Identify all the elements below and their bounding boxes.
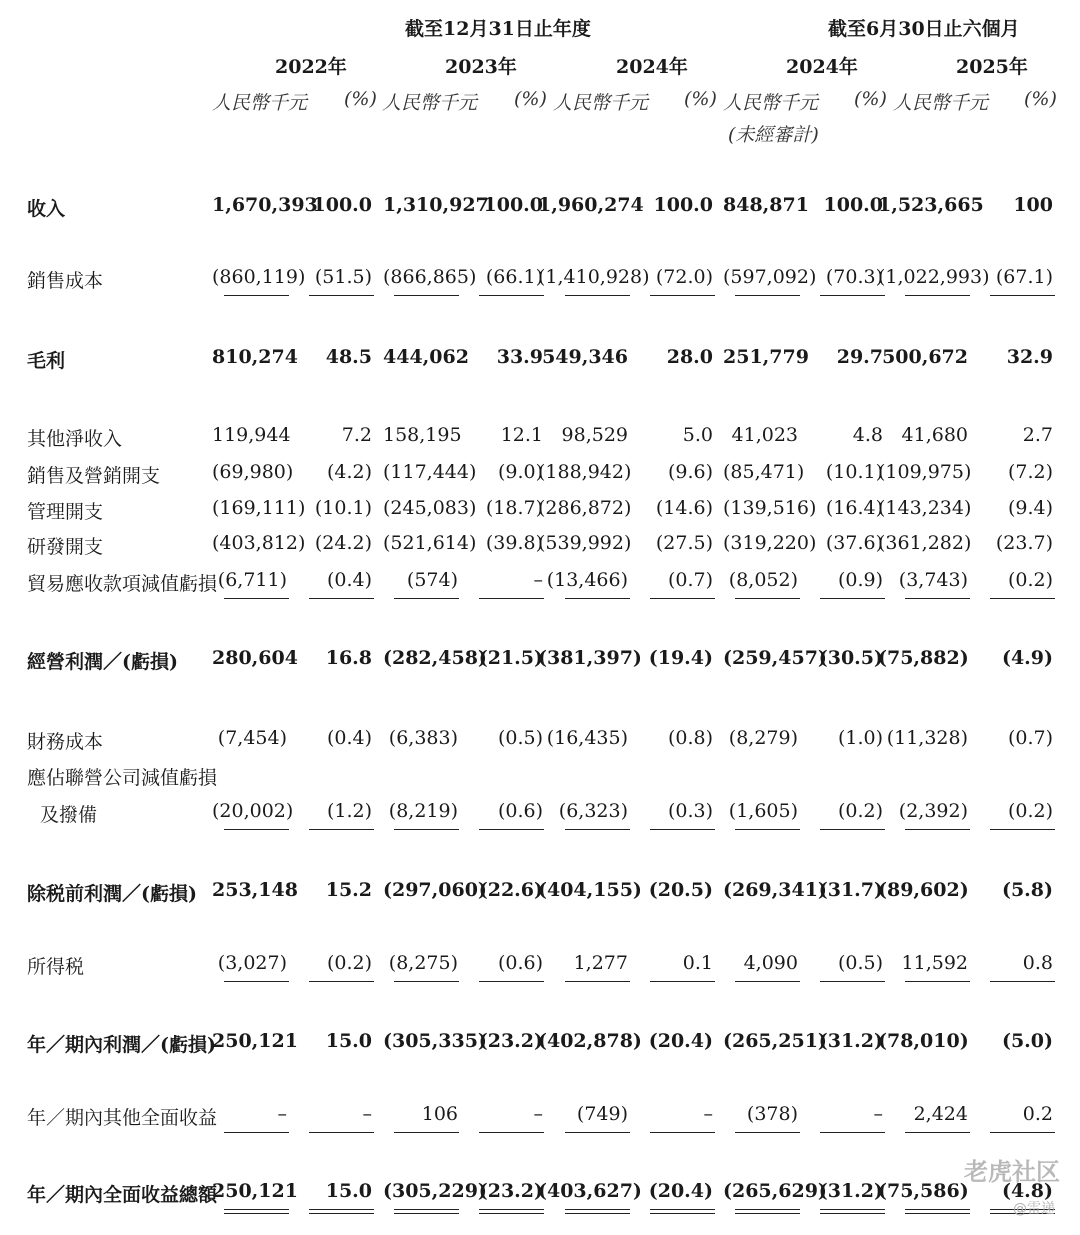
percent-cell: (4.9) xyxy=(1001,647,1053,669)
underline-rule xyxy=(905,981,970,982)
amount-cell: (3,743) xyxy=(898,569,968,591)
amount-cell: 41,023 xyxy=(731,424,798,446)
percent-cell: 5.0 xyxy=(682,424,713,446)
row-label: 年／期內其他全面收益 xyxy=(27,1107,218,1129)
underline-rule xyxy=(820,1132,885,1133)
row-label: 銷售成本 xyxy=(27,270,104,292)
percent-cell: (27.5) xyxy=(655,532,713,554)
row-label: 毛利 xyxy=(27,350,66,372)
amount-cell: (403,627) xyxy=(538,1180,642,1202)
table-row xyxy=(0,266,1080,296)
percent-cell: 0.2 xyxy=(1022,1103,1053,1125)
percent-cell: 100.0 xyxy=(653,194,713,216)
header-group-six-months: 截至6月30日止六個月 xyxy=(828,18,1020,40)
watermark-handle: @雷递 xyxy=(1013,1201,1055,1217)
percent-cell: – xyxy=(533,1103,543,1125)
amount-cell: (8,275) xyxy=(388,952,458,974)
underline-rule xyxy=(565,598,630,599)
percent-cell: 0.1 xyxy=(682,952,713,974)
percent-cell: (66.1) xyxy=(485,266,543,288)
underline-rule xyxy=(565,981,630,982)
underline-rule xyxy=(224,829,289,830)
percent-cell: (0.8) xyxy=(667,727,713,749)
amount-cell: (597,092) xyxy=(723,266,817,288)
percent-cell: 7.2 xyxy=(341,424,372,446)
amount-cell: (521,614) xyxy=(383,532,477,554)
underline-rule xyxy=(990,981,1055,982)
row-label: 其他淨收入 xyxy=(27,428,123,450)
percent-cell: – xyxy=(703,1103,713,1125)
underline-rule xyxy=(650,295,715,296)
percent-cell: – xyxy=(873,1103,883,1125)
underline-rule xyxy=(990,598,1055,599)
row-label: 應佔聯營公司減值虧損 xyxy=(27,767,218,789)
amount-cell: (69,980) xyxy=(212,461,294,483)
double-underline-rule xyxy=(309,1209,374,1214)
table-row xyxy=(0,1180,1080,1210)
underline-rule xyxy=(735,598,800,599)
underline-rule xyxy=(735,829,800,830)
amount-cell: – xyxy=(277,1103,287,1125)
amount-cell: 251,779 xyxy=(723,346,809,368)
percent-cell: (21.5) xyxy=(478,647,543,669)
percent-cell: 100 xyxy=(1013,194,1053,216)
amount-cell: 250,121 xyxy=(212,1180,298,1202)
amount-cell: 4,090 xyxy=(743,952,798,974)
underline-rule xyxy=(394,598,459,599)
underline-rule xyxy=(479,598,544,599)
table-row xyxy=(0,647,1080,677)
header-year-2022: 2022年 xyxy=(275,56,347,78)
amount-cell: (89,602) xyxy=(878,879,969,901)
percent-cell: (24.2) xyxy=(314,532,372,554)
underline-rule xyxy=(394,1132,459,1133)
row-label: 貿易應收款項減值虧損 xyxy=(27,573,218,595)
double-underline-rule xyxy=(820,1209,885,1214)
percent-cell: (7.2) xyxy=(1007,461,1053,483)
percent-cell: (5.0) xyxy=(1001,1030,1053,1052)
row-label: 除税前利潤／(虧損) xyxy=(27,883,197,905)
unit-amount-2024-h1: 人民幣千元 xyxy=(723,92,819,114)
amount-cell: 11,592 xyxy=(901,952,968,974)
amount-cell: 253,148 xyxy=(212,879,298,901)
percent-cell: – xyxy=(362,1103,372,1125)
amount-cell: (20,002) xyxy=(212,800,294,822)
percent-cell: (9.6) xyxy=(667,461,713,483)
percent-cell: (51.5) xyxy=(314,266,372,288)
amount-cell: (78,010) xyxy=(878,1030,969,1052)
percent-cell: 48.5 xyxy=(325,346,372,368)
amount-cell: (282,458) xyxy=(383,647,487,669)
underline-rule xyxy=(820,598,885,599)
underline-rule xyxy=(224,981,289,982)
amount-cell: 500,672 xyxy=(882,346,968,368)
row-label: 銷售及營銷開支 xyxy=(27,465,161,487)
amount-cell: (381,397) xyxy=(538,647,642,669)
percent-cell: 4.8 xyxy=(852,424,883,446)
amount-cell: (265,629) xyxy=(723,1180,827,1202)
double-underline-rule xyxy=(479,1209,544,1214)
amount-cell: (404,155) xyxy=(538,879,642,901)
amount-cell: (319,220) xyxy=(723,532,817,554)
percent-cell: (0.2) xyxy=(1007,800,1053,822)
amount-cell: (403,812) xyxy=(212,532,306,554)
unit-amount-2023: 人民幣千元 xyxy=(382,92,478,114)
double-underline-rule xyxy=(650,1209,715,1214)
table-row xyxy=(0,461,1080,491)
table-row xyxy=(0,952,1080,982)
double-underline-rule xyxy=(565,1209,630,1214)
percent-cell: (0.9) xyxy=(837,569,883,591)
amount-cell: (75,882) xyxy=(878,647,969,669)
table-row xyxy=(0,346,1080,376)
underline-rule xyxy=(735,295,800,296)
unit-pct-2022: (%) xyxy=(344,88,377,110)
underline-rule xyxy=(990,829,1055,830)
percent-cell: 33.9 xyxy=(496,346,543,368)
amount-cell: 158,195 xyxy=(383,424,462,446)
underline-rule xyxy=(309,981,374,982)
percent-cell: (23.2) xyxy=(478,1180,543,1202)
percent-cell: 15.0 xyxy=(325,1030,372,1052)
percent-cell: (72.0) xyxy=(655,266,713,288)
underline-rule xyxy=(820,295,885,296)
percent-cell: (70.3) xyxy=(825,266,883,288)
amount-cell: (378) xyxy=(746,1103,798,1125)
underline-rule xyxy=(224,295,289,296)
percent-cell: (31.2) xyxy=(818,1180,883,1202)
amount-cell: (539,992) xyxy=(538,532,632,554)
percent-cell: (16.4) xyxy=(825,497,883,519)
amount-cell: (109,975) xyxy=(878,461,972,483)
percent-cell: (1.2) xyxy=(326,800,372,822)
percent-cell: (20.4) xyxy=(648,1180,713,1202)
amount-cell: (402,878) xyxy=(538,1030,642,1052)
percent-cell: (0.3) xyxy=(667,800,713,822)
percent-cell: (30.5) xyxy=(818,647,883,669)
amount-cell: (1,022,993) xyxy=(878,266,990,288)
amount-cell: 106 xyxy=(421,1103,458,1125)
percent-cell: 15.2 xyxy=(325,879,372,901)
percent-cell: (0.6) xyxy=(497,800,543,822)
percent-cell: (10.1) xyxy=(314,497,372,519)
underline-rule xyxy=(820,829,885,830)
percent-cell: (5.8) xyxy=(1001,879,1053,901)
unaudited-note: (未經審計) xyxy=(728,124,819,146)
underline-rule xyxy=(309,598,374,599)
percent-cell: – xyxy=(533,569,543,591)
percent-cell: 16.8 xyxy=(325,647,372,669)
amount-cell: 1,310,927 xyxy=(383,194,489,216)
table-row xyxy=(0,727,1080,757)
amount-cell: 250,121 xyxy=(212,1030,298,1052)
amount-cell: (188,942) xyxy=(538,461,632,483)
amount-cell: (860,119) xyxy=(212,266,306,288)
unit-pct-2024-h1: (%) xyxy=(854,88,887,110)
underline-rule xyxy=(309,1132,374,1133)
percent-cell: (22.6) xyxy=(478,879,543,901)
percent-cell: 15.0 xyxy=(325,1180,372,1202)
amount-cell: 2,424 xyxy=(913,1103,968,1125)
amount-cell: 549,346 xyxy=(542,346,628,368)
amount-cell: (13,466) xyxy=(546,569,628,591)
underline-rule xyxy=(565,295,630,296)
percent-cell: (1.0) xyxy=(837,727,883,749)
underline-rule xyxy=(820,981,885,982)
percent-cell: (0.5) xyxy=(837,952,883,974)
underline-rule xyxy=(650,829,715,830)
amount-cell: 41,680 xyxy=(901,424,968,446)
amount-cell: 1,277 xyxy=(573,952,628,974)
double-underline-rule xyxy=(735,1209,800,1214)
amount-cell: (139,516) xyxy=(723,497,817,519)
amount-cell: (749) xyxy=(576,1103,628,1125)
amount-cell: 119,944 xyxy=(212,424,291,446)
amount-cell: (75,586) xyxy=(878,1180,969,1202)
percent-cell: (0.2) xyxy=(837,800,883,822)
table-row xyxy=(0,763,1080,793)
amount-cell: (866,865) xyxy=(383,266,477,288)
underline-rule xyxy=(905,1132,970,1133)
underline-rule xyxy=(650,1132,715,1133)
underline-rule xyxy=(735,1132,800,1133)
underline-rule xyxy=(990,295,1055,296)
amount-cell: 1,960,274 xyxy=(538,194,644,216)
percent-cell: (9.0) xyxy=(497,461,543,483)
percent-cell: (0.2) xyxy=(326,952,372,974)
underline-rule xyxy=(479,829,544,830)
amount-cell: (85,471) xyxy=(723,461,805,483)
header-year-2024-h1: 2024年 xyxy=(786,56,858,78)
header-year-2023: 2023年 xyxy=(445,56,517,78)
amount-cell: (259,457) xyxy=(723,647,827,669)
underline-rule xyxy=(479,295,544,296)
amount-cell: (305,229) xyxy=(383,1180,487,1202)
underline-rule xyxy=(565,829,630,830)
percent-cell: (19.4) xyxy=(648,647,713,669)
percent-cell: (0.5) xyxy=(497,727,543,749)
amount-cell: (1,605) xyxy=(728,800,798,822)
percent-cell: (23.2) xyxy=(478,1030,543,1052)
double-underline-rule xyxy=(224,1209,289,1214)
underline-rule xyxy=(565,1132,630,1133)
row-label: 年／期內全面收益總額 xyxy=(27,1184,218,1206)
percent-cell: (20.4) xyxy=(648,1030,713,1052)
percent-cell: (23.7) xyxy=(995,532,1053,554)
percent-cell: (37.6) xyxy=(825,532,883,554)
percent-cell: (0.7) xyxy=(667,569,713,591)
header-year-2025-h1: 2025年 xyxy=(956,56,1028,78)
unit-pct-2025-h1: (%) xyxy=(1024,88,1057,110)
amount-cell: (245,083) xyxy=(383,497,477,519)
row-label: 收入 xyxy=(27,198,66,220)
table-row xyxy=(0,194,1080,224)
row-label: 年／期內利潤／(虧損) xyxy=(27,1034,216,1056)
table-row xyxy=(0,532,1080,562)
unit-amount-2025-h1: 人民幣千元 xyxy=(893,92,989,114)
underline-rule xyxy=(394,981,459,982)
underline-rule xyxy=(309,829,374,830)
percent-cell: 100.0 xyxy=(823,194,883,216)
underline-rule xyxy=(650,981,715,982)
underline-rule xyxy=(905,598,970,599)
unit-amount-2022: 人民幣千元 xyxy=(212,92,308,114)
table-row xyxy=(0,879,1080,909)
percent-cell: 2.7 xyxy=(1022,424,1053,446)
amount-cell: 444,062 xyxy=(383,346,469,368)
amount-cell: (297,060) xyxy=(383,879,487,901)
percent-cell: 100.0 xyxy=(312,194,372,216)
amount-cell: (2,392) xyxy=(898,800,968,822)
amount-cell: (361,282) xyxy=(878,532,972,554)
header-year-2024: 2024年 xyxy=(616,56,688,78)
table-row xyxy=(0,497,1080,527)
amount-cell: (574) xyxy=(406,569,458,591)
percent-cell: (20.5) xyxy=(648,879,713,901)
amount-cell: (8,052) xyxy=(728,569,798,591)
amount-cell: 98,529 xyxy=(561,424,628,446)
percent-cell: (0.6) xyxy=(497,952,543,974)
amount-cell: (8,219) xyxy=(388,800,458,822)
row-label: 財務成本 xyxy=(27,731,104,753)
underline-rule xyxy=(309,295,374,296)
underline-rule xyxy=(650,598,715,599)
amount-cell: (1,410,928) xyxy=(538,266,650,288)
percent-cell: 100.0 xyxy=(483,194,543,216)
percent-cell: (39.8) xyxy=(485,532,543,554)
percent-cell: (31.2) xyxy=(818,1030,883,1052)
amount-cell: (269,341) xyxy=(723,879,827,901)
amount-cell: (11,328) xyxy=(886,727,968,749)
row-label: 及撥備 xyxy=(40,804,98,826)
percent-cell: (4.2) xyxy=(326,461,372,483)
percent-cell: 12.1 xyxy=(500,424,543,446)
amount-cell: (8,279) xyxy=(728,727,798,749)
underline-rule xyxy=(224,1132,289,1133)
amount-cell: (3,027) xyxy=(217,952,287,974)
percent-cell: (18.7) xyxy=(485,497,543,519)
percent-cell: (31.7) xyxy=(818,879,883,901)
table-row xyxy=(0,1030,1080,1060)
percent-cell: (0.4) xyxy=(326,569,372,591)
percent-cell: (0.7) xyxy=(1007,727,1053,749)
amount-cell: 1,670,393 xyxy=(212,194,318,216)
unit-amount-2024: 人民幣千元 xyxy=(553,92,649,114)
double-underline-rule xyxy=(394,1209,459,1214)
underline-rule xyxy=(990,1132,1055,1133)
unit-pct-2024: (%) xyxy=(684,88,717,110)
amount-cell: (16,435) xyxy=(546,727,628,749)
table-row xyxy=(0,424,1080,454)
underline-rule xyxy=(905,829,970,830)
double-underline-rule xyxy=(905,1209,970,1214)
amount-cell: (286,872) xyxy=(538,497,632,519)
amount-cell: 810,274 xyxy=(212,346,298,368)
row-label: 研發開支 xyxy=(27,536,104,558)
underline-rule xyxy=(479,981,544,982)
amount-cell: 280,604 xyxy=(212,647,298,669)
amount-cell: (143,234) xyxy=(878,497,972,519)
underline-rule xyxy=(394,829,459,830)
underline-rule xyxy=(479,1132,544,1133)
amount-cell: (265,251) xyxy=(723,1030,827,1052)
table-row xyxy=(0,569,1080,599)
header-group-fiscal-year: 截至12月31日止年度 xyxy=(405,18,591,40)
percent-cell: (0.2) xyxy=(1007,569,1053,591)
percent-cell: (14.6) xyxy=(655,497,713,519)
table-row xyxy=(0,800,1080,830)
table-row xyxy=(0,1103,1080,1133)
percent-cell: (9.4) xyxy=(1007,497,1053,519)
amount-cell: (169,111) xyxy=(212,497,306,519)
percent-cell: 29.7 xyxy=(836,346,883,368)
amount-cell: 1,523,665 xyxy=(878,194,984,216)
underline-rule xyxy=(394,295,459,296)
percent-cell: 32.9 xyxy=(1006,346,1053,368)
watermark-brand: 老虎社区 xyxy=(964,1158,1060,1186)
amount-cell: (6,383) xyxy=(388,727,458,749)
amount-cell: (117,444) xyxy=(383,461,477,483)
percent-cell: (67.1) xyxy=(995,266,1053,288)
row-label: 管理開支 xyxy=(27,501,104,523)
percent-cell: 28.0 xyxy=(666,346,713,368)
amount-cell: 848,871 xyxy=(723,194,809,216)
underline-rule xyxy=(905,295,970,296)
percent-cell: (10.1) xyxy=(825,461,883,483)
unit-pct-2023: (%) xyxy=(514,88,547,110)
amount-cell: (6,711) xyxy=(217,569,287,591)
row-label: 經營利潤／(虧損) xyxy=(27,651,178,673)
row-label: 所得税 xyxy=(27,956,85,978)
percent-cell: (0.4) xyxy=(326,727,372,749)
amount-cell: (6,323) xyxy=(558,800,628,822)
amount-cell: (7,454) xyxy=(217,727,287,749)
percent-cell: 0.8 xyxy=(1022,952,1053,974)
amount-cell: (305,335) xyxy=(383,1030,487,1052)
underline-rule xyxy=(224,598,289,599)
percent-cell: (4.8) xyxy=(1001,1180,1053,1202)
underline-rule xyxy=(735,981,800,982)
